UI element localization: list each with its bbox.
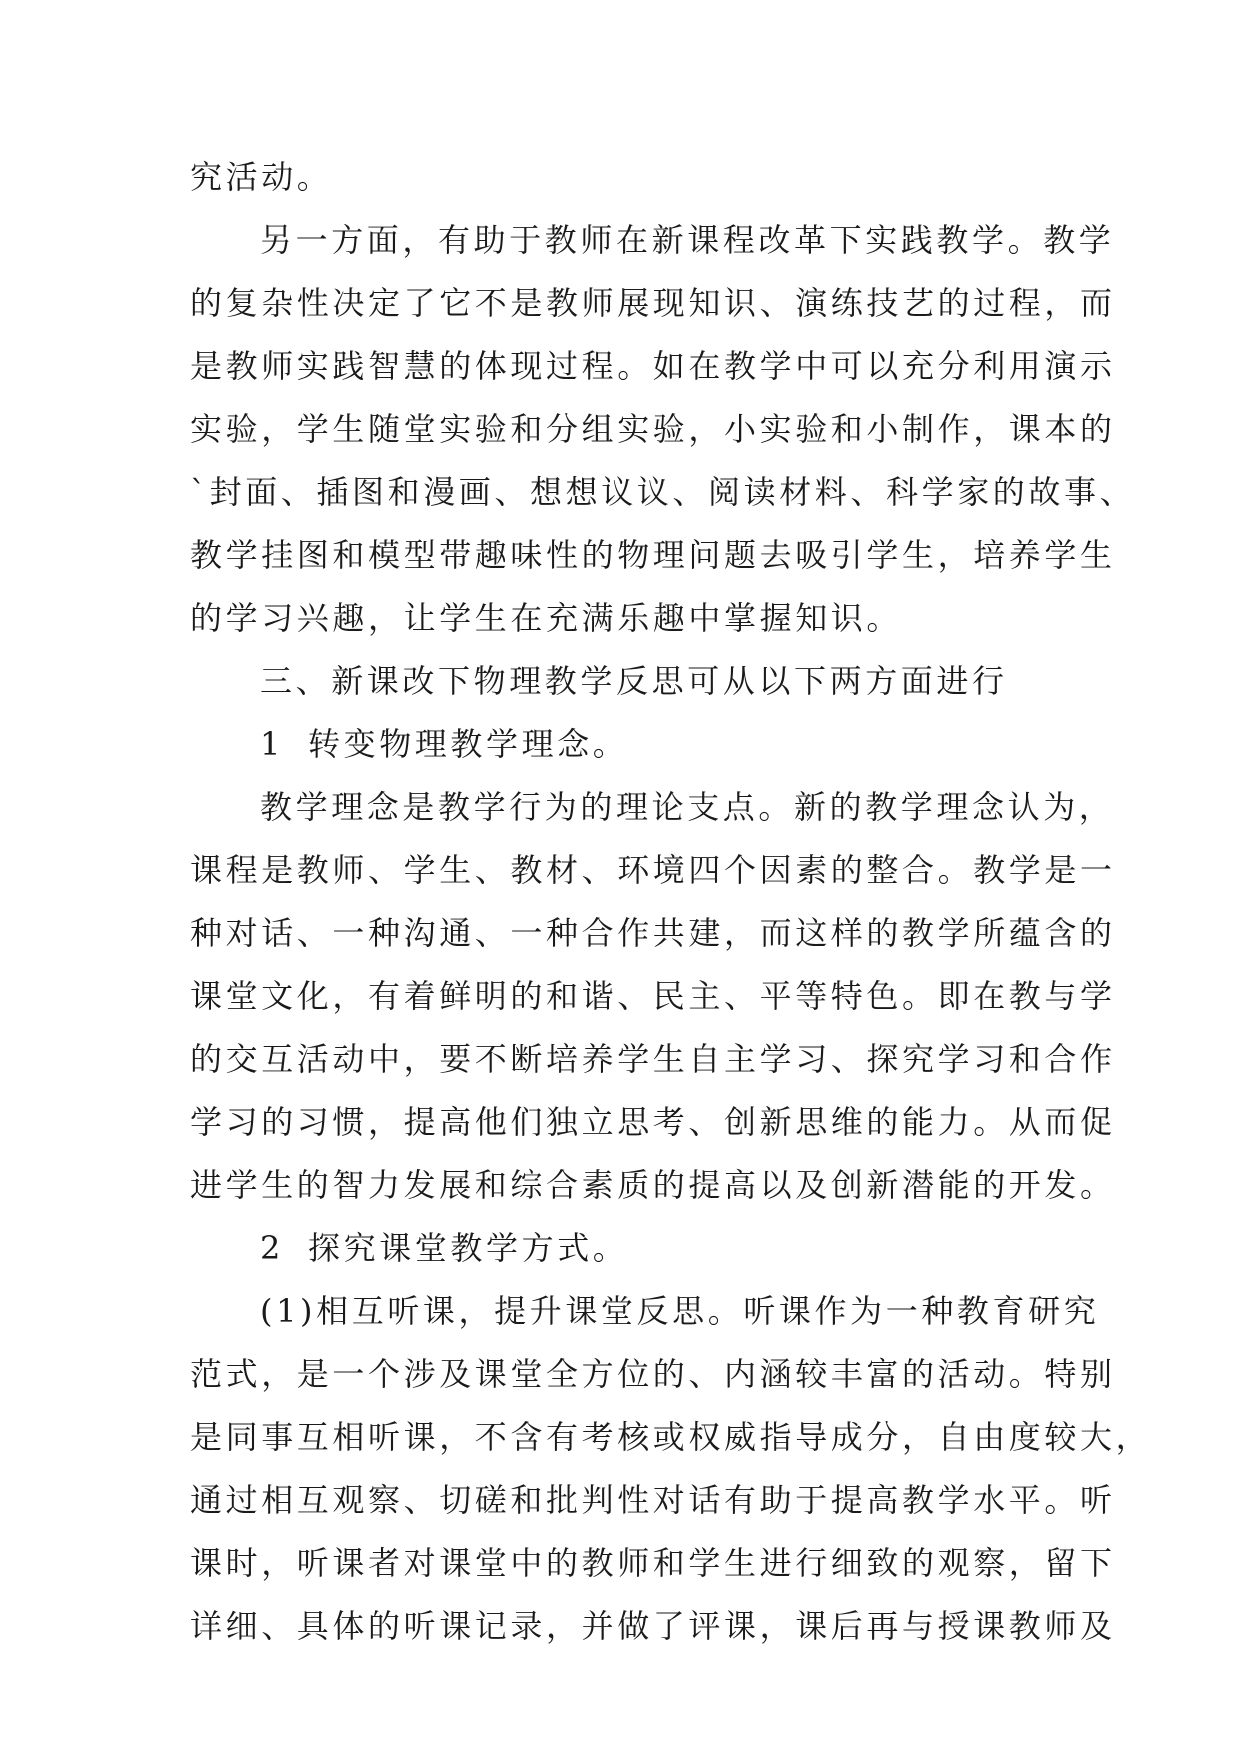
text-line: 课程是教师、学生、教材、环境四个因素的整合。教学是一 bbox=[190, 851, 1116, 889]
paragraph-start: 教学理念是教学行为的理论支点。新的教学理念认为， bbox=[260, 788, 1115, 826]
subheading-text: 探究课堂教学方式。 bbox=[308, 1229, 629, 1267]
text-line: 通过相互观察、切磋和批判性对话有助于提高教学水平。听 bbox=[190, 1481, 1116, 1519]
text-line: 实验，学生随堂实验和分组实验，小实验和小制作，课本的 bbox=[190, 410, 1116, 448]
text-line: 的复杂性决定了它不是教师展现知识、演练技艺的过程，而 bbox=[190, 284, 1116, 322]
text-line: 课时，听课者对课堂中的教师和学生进行细致的观察，留下 bbox=[190, 1544, 1116, 1582]
text-line: 是教师实践智慧的体现过程。如在教学中可以充分利用演示 bbox=[190, 347, 1116, 385]
item-number: 1 bbox=[260, 725, 284, 763]
text-line: 教学挂图和模型带趣味性的物理问题去吸引学生，培养学生 bbox=[190, 536, 1116, 574]
text-line: 的交互活动中，要不断培养学生自主学习、探究学习和合作 bbox=[190, 1040, 1116, 1078]
subheading-2 bbox=[190, 1217, 1070, 1280]
subheading-1 bbox=[190, 713, 1070, 776]
paragraph-start: (1)相互听课，提升课堂反思。听课作为一种教育研究 bbox=[260, 1292, 1100, 1330]
text-line: 课堂文化，有着鲜明的和谐、民主、平等特色。即在教与学 bbox=[190, 977, 1116, 1015]
subheading-text: 转变物理教学理念。 bbox=[308, 725, 629, 763]
text-line: 进学生的智力发展和综合素质的提高以及创新潜能的开发。 bbox=[190, 1166, 1116, 1204]
text-line: 的学习兴趣，让学生在充满乐趣中掌握知识。 bbox=[190, 599, 903, 637]
text-line: 详细、具体的听课记录，并做了评课，课后再与授课教师及 bbox=[190, 1607, 1116, 1645]
document-page bbox=[190, 146, 1152, 1658]
item-number: 2 bbox=[260, 1229, 284, 1267]
text-line: 范式，是一个涉及课堂全方位的、内涵较丰富的活动。特别 bbox=[190, 1355, 1116, 1393]
paragraph-start: 另一方面，有助于教师在新课程改革下实践教学。教学 bbox=[260, 221, 1115, 259]
text-line: `封面、插图和漫画、想想议议、阅读材料、科学家的故事、 bbox=[190, 473, 1136, 511]
text-line: 是同事互相听课，不含有考核或权威指导成分，自由度较大， bbox=[190, 1418, 1152, 1456]
text-line: 学习的习惯，提高他们独立思考、创新思维的能力。从而促 bbox=[190, 1103, 1116, 1141]
section-heading: 三、新课改下物理教学反思可从以下两方面进行 bbox=[260, 662, 1008, 700]
text-line: 究活动。 bbox=[190, 158, 333, 196]
text-line: 种对话、一种沟通、一种合作共建，而这样的教学所蕴含的 bbox=[190, 914, 1116, 952]
